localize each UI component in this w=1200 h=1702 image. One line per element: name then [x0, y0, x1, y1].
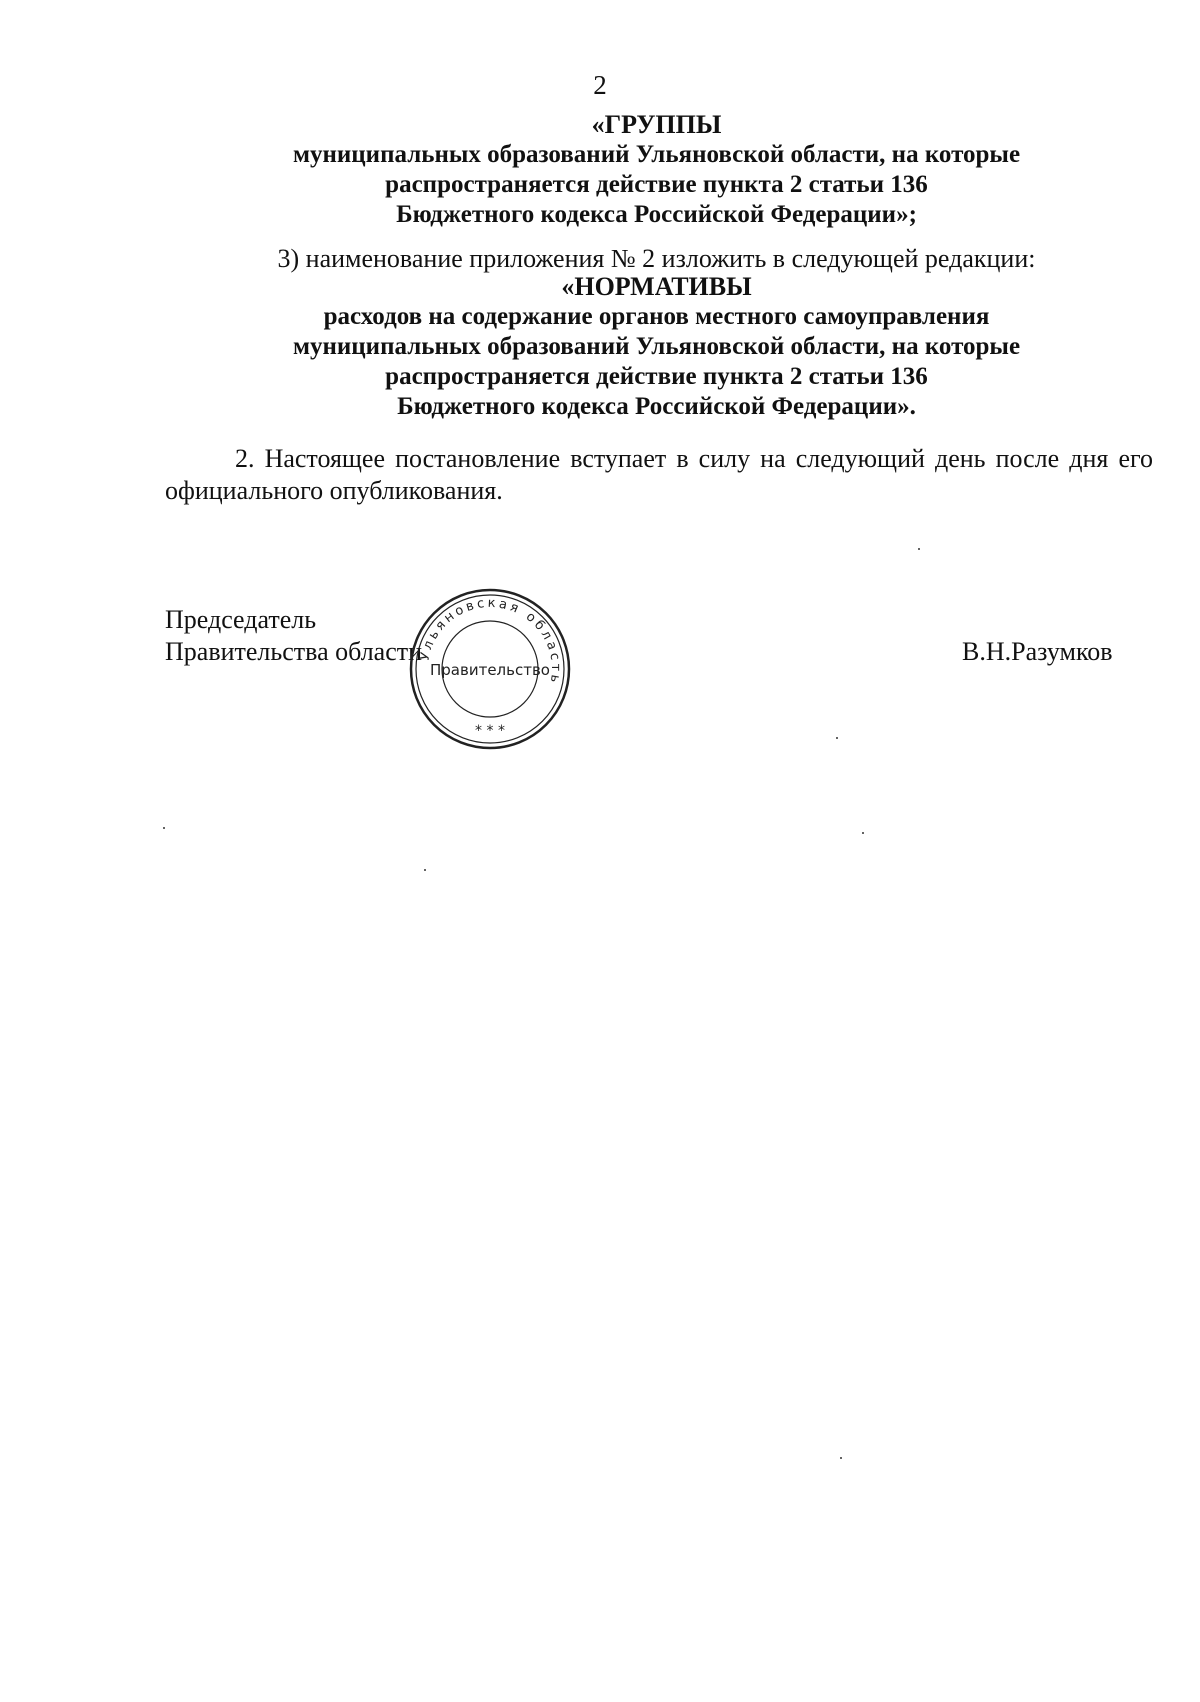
norms-title-line: расходов на содержание органов местного самоуправления	[323, 303, 990, 330]
norms-title-line: муниципальных образований Ульяновской области, на которые	[292, 333, 1021, 360]
scan-speck	[163, 827, 165, 829]
groups-title-line: распространяется действие пункта 2 статьи 136	[385, 171, 928, 198]
scan-speck	[836, 737, 838, 739]
seal-ring-text: Ульяновская область	[417, 595, 564, 687]
scan-speck	[918, 548, 920, 550]
norms-title-line: распространяется действие пункта 2 статьи 136	[385, 363, 928, 390]
groups-title-head: «ГРУППЫ	[591, 110, 722, 139]
groups-title	[160, 110, 1153, 230]
signature-position-line2: Правительства области	[165, 637, 423, 666]
signature-position	[165, 604, 422, 668]
norms-title	[160, 272, 1153, 422]
norms-title-line: Бюджетного кодекса Российской Федерации».	[397, 393, 916, 420]
signature-position-line1: Председатель	[165, 605, 317, 634]
groups-title-line: Бюджетного кодекса Российской Федерации»;	[396, 201, 917, 228]
groups-title-line: муниципальных образований Ульяновской области, на которые	[292, 141, 1021, 168]
seal-center-text: Правительство	[430, 661, 550, 679]
page-number: 2	[593, 70, 607, 100]
scan-speck	[840, 1457, 842, 1459]
norms-title-head: «НОРМАТИВЫ	[561, 272, 752, 301]
official-seal-icon	[408, 587, 572, 751]
seal-stars: * * *	[475, 723, 505, 739]
signature-name: В.Н.Разумков	[962, 637, 1113, 666]
clause-2: 2. Настоящее постановление вступает в силу на следующий день после дня его официального опубликования.	[165, 444, 1153, 505]
scan-speck	[862, 832, 864, 834]
amendment-3: 3) наименование приложения № 2 изложить в следующей редакции:	[277, 244, 1036, 273]
scan-speck	[424, 869, 426, 871]
